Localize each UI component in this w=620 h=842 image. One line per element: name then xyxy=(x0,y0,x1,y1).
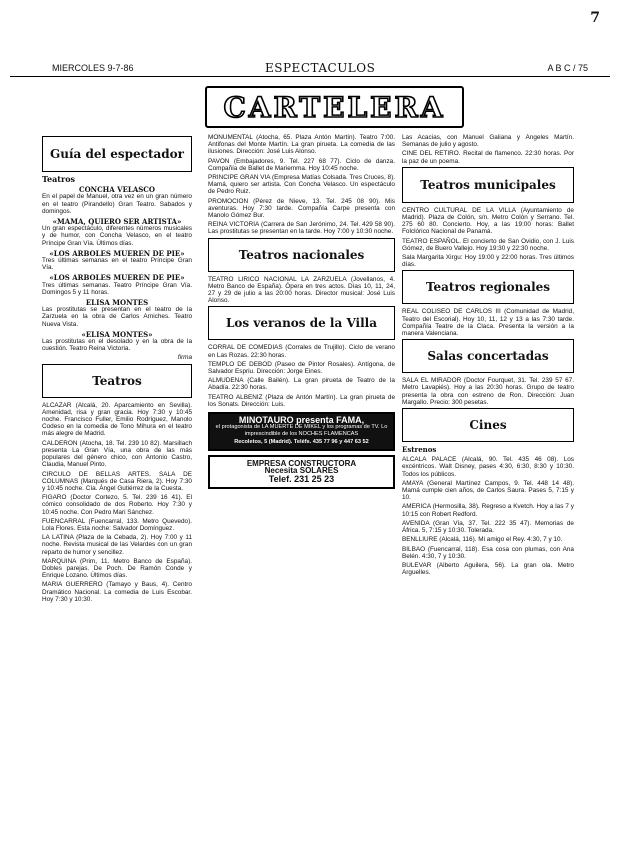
guide-item-text: Las prostitutas se presentan en el teatro de la Zarzuela en la obra de Carlos Arniches. Teatro Nueva Vista. xyxy=(42,306,192,328)
page-number: A B C / 75 xyxy=(547,63,588,73)
concertadas-title: Salas concertadas xyxy=(427,349,549,364)
guide-item-name: CONCHA VELASCO xyxy=(79,185,155,195)
listing-entry: MONUMENTAL (Atocha, 65. Plaza Antón Martín). Teatro 7:00. Antifonas del Monte Martín. La gran pirueta. La comedia de las ilusiones. Dirección: José Luis Alonso. xyxy=(208,134,395,156)
teatros-label: Teatros xyxy=(42,174,76,184)
cines-list xyxy=(402,456,574,576)
municipales-title: Teatros municipales xyxy=(420,177,556,192)
minotauro-ad-title: MINOTAURO presenta FAMA, xyxy=(238,415,365,426)
concertadas-list xyxy=(402,377,574,406)
cines-title: Cines xyxy=(469,418,507,433)
listing-entry: Las Acacias, con Manuel Galiana y Ángeles Martín. Semanas de julio y agosto. xyxy=(402,134,574,149)
listing-entry: PAVON (Embajadores, 9. Tel. 227 68 77). Ciclo de danza. Compañía de Ballet de Mariemma. Hoy 10:45 noche. xyxy=(208,157,395,172)
constructora-ad-phone: Telef. 231 25 23 xyxy=(268,474,335,485)
section-title: ESPECTACULOS xyxy=(265,61,376,75)
listing-entry: ALCALA PALACE (Alcalá, 90. Tel. 435 46 08). Los excéntricos. Walt Disney, pases 4:30, 6:30, 8:30 y 10:30. Todos los públicos. xyxy=(402,456,574,478)
listing-entry: TEATRO LIRICO NACIONAL LA ZARZUELA (Jovellanos, 4. Metro Banco de España). Ópera en tres actos. Días 10, 11, 24, 27 y 29 de julio a las 20:00 horas. Director musical: José Luis Alonso. xyxy=(208,275,395,305)
listing-entry: CALDERON (Atocha, 18. Tel. 239 10 82). Marsillach presenta La Gran Vía, una obra de las más populares del género chico, con Antonio Castro, Claudia, Manuel Pinto. xyxy=(42,439,192,469)
guide-item-name: «MAMA, QUIERO SER ARTISTA» xyxy=(52,217,182,227)
listing-entry: ALMUDENA (Calle Bailén). La gran pirueta de Teatro de la Abadía. 22:30 horas. xyxy=(208,377,395,392)
listing-entry: ALCAZAR (Alcalá, 20. Aparcamiento en Sevilla). Amenidad, risa y gran gracia. Hoy 7:30 y 10:45 noche. Francisco Fuller, Emilio Rodríguez, Manolo Codeso en la comedia de Tono Mihura en el teatro más alegre de Madrid. xyxy=(42,401,192,438)
guide-item-name: «ELISA MONTES» xyxy=(81,329,153,339)
veranos-box xyxy=(208,306,395,340)
listing-entry: TEMPLO DE DEBOD (Paseo de Pintor Rosales). Antígona, de Salvador Espriu. Dirección: Jorge Eines. xyxy=(208,360,395,376)
nacionales-list xyxy=(208,276,395,305)
guia-list xyxy=(42,186,192,361)
column-left xyxy=(42,134,192,834)
guia-title: Guía del espectador xyxy=(49,147,184,161)
guide-item-name: «LOS ARBOLES MUEREN DE PIE» xyxy=(49,248,185,258)
listing-entry: FUENCARRAL (Fuencarral, 133. Metro Quevedo). Lola Flores. Esta noche: Salvador Domínguez. xyxy=(42,517,192,532)
guia-box xyxy=(42,136,192,172)
guide-item-name: «LOS ARBOLES MUEREN DE PIE» xyxy=(49,273,185,283)
listing-entry: LA LATINA (Plaza de la Cebada, 2). Hoy 7:00 y 11 noche. Revista musical de las Velardes con un gran reparto de humor y sencillez. xyxy=(42,534,192,556)
listing-entry: PRINCIPE GRAN VIA (Empresa Matías Colsada. Tres Cruces, 8). Mamá, quiero ser artista. Con Concha Velasco. Un espectáculo de Pedro Ruiz. xyxy=(208,174,395,196)
minotauro-ad xyxy=(208,412,395,451)
listing-entry: CORRAL DE COMEDIAS (Corrales de Trujillo). Ciclo de verano en Las Rozas. 22:30 horas. xyxy=(208,344,395,359)
constructora-ad xyxy=(208,455,395,489)
cines-box xyxy=(402,408,574,442)
concertadas-box xyxy=(402,339,574,373)
listing-entry: Sala Margarita Xirgu: Hoy 19:00 y 22:00 horas. Tres últimos días. xyxy=(402,254,574,269)
guide-item-text: Tres últimas semanas en el teatro Príncipe Gran Vía. xyxy=(42,257,192,272)
municipales-list xyxy=(402,207,574,269)
guide-item-text: Tres últimas semanas. Teatro Príncipe Gran Vía. Domingos 5 y 11 horas. xyxy=(42,281,192,296)
listing-entry: MARIA GUERRERO (Tamayo y Baus, 4). Centro Dramático Nacional. La comedia de Luis Escobar. Hoy 7:30 y 10:30. xyxy=(42,581,192,603)
cartelera-banner xyxy=(205,86,464,128)
listing-entry: MARQUINA (Prim, 11. Metro Banco de España). Dobles parejas. De Poch. De Ramón Conde y Enrique Lozano. Últimos días. xyxy=(42,557,192,580)
teatros-list xyxy=(42,402,192,603)
constructora-ad-title: EMPRESA CONSTRUCTORA xyxy=(246,459,357,469)
listing-entry: CINE DEL RETIRO. Recital de flamenco. 22:30 horas. Por la paz de un poema. xyxy=(402,150,574,165)
guide-signature: firma xyxy=(177,354,192,362)
municipales-box xyxy=(402,167,574,203)
regionales-title: Teatros regionales xyxy=(425,280,551,295)
listing-entry: FIGARO (Doctor Cortezo, 5. Tel. 239 16 41). El cómico consolidado de dos Roberto. Hoy 7:30 y 10:45 noche. Con Pedro Mari Sánchez. xyxy=(42,494,192,516)
guide-item-text: Un gran espectáculo, diferentes números musicales y de humor, con Concha Velasco, en el teatro Príncipe Gran Vía. Últimos días. xyxy=(42,225,192,247)
page-corner-mark: 7 xyxy=(590,10,600,26)
nacionales-box xyxy=(208,238,395,272)
minotauro-ad-phone: Recoletos, 5 (Madrid). Teléfs. 435 77 96 y 447 63 52 xyxy=(234,439,369,446)
listing-entry: BILBAO (Fuencarral, 118). Esa cosa con plumas, con Ana Belén. 4:30, 7 y 10:30. xyxy=(402,545,574,560)
regionales-box xyxy=(402,270,574,304)
nacionales-title: Teatros nacionales xyxy=(238,247,365,262)
listing-entry: AMAYA (General Martínez Campos, 9. Tel. 448 14 48). Mamá cumple cien años, de Carlos Saura. Pases 5, 7:15 y 10. xyxy=(402,479,574,502)
constructora-ad-sub: Necesita SOLARES xyxy=(264,466,339,476)
issue-date: MIERCOLES 9-7-86 xyxy=(52,63,134,73)
listing-entry: BENLLIURE (Alcalá, 116). Mi amigo el Rey. 4:30, 7 y 10. xyxy=(402,536,563,544)
theatre-list xyxy=(208,134,395,236)
listing-entry: REINA VICTORIA (Carrera de San Jerónimo, 24. Tel. 429 58 90). Las prostitutas se presentan en la tarde. Hoy 7:00 y 10:30 noche. xyxy=(208,221,395,236)
listing-entry: BULEVAR (Alberto Aguilera, 56). La gran ola. Metro Arguelles. xyxy=(402,561,574,577)
listing-entry: CENTRO CULTURAL DE LA VILLA (Ayuntamiento de Madrid). Plaza de Colón, s/n. Metro Colón y Serrano. Tel. 275 60 80. Concierto. Hoy, a las 19:00 horas: Ballet Folclórico Nacional de Panamá. xyxy=(402,206,574,236)
column-middle xyxy=(208,134,395,834)
column-right xyxy=(402,134,574,834)
veranos-title: Los veranos de la Villa xyxy=(225,316,377,331)
guide-item-text: En el papel de Manuel, otra vez en un gran número en el teatro (Pirandello) Gran Teatro. Sabados y domingos. xyxy=(42,193,192,215)
listing-entry: PROMOCION (Pérez de Nieve, 13. Tel. 245 08 90). Mis aventuras. Hoy 7:30 tarde. Compañía Carpe presenta con Manolo Gómez Bur. xyxy=(208,197,395,220)
veranos-list xyxy=(208,344,395,408)
guide-item-name: ELISA MONTES xyxy=(85,298,149,308)
listing-entry: AVENIDA (Gran Vía, 37. Tel. 222 35 47). Memorias de África. 5, 7:15 y 10:30. Tolerada. xyxy=(402,519,574,535)
top-list xyxy=(402,134,574,165)
listing-entry: AMERICA (Hermosilla, 38). Regreso a Kvetch. Hoy a las 7 y 10:15 con Robert Redford. xyxy=(402,503,574,518)
cines-subtitle: Estrenos xyxy=(402,445,437,455)
minotauro-ad-text: el protagonista de LA MUERTE DE MIKEL y los programas de TV. Lo imprescindible de los NOCHES FLAMENCAS xyxy=(215,424,388,437)
teatros-title: Teatros xyxy=(92,373,142,388)
listing-entry: TEATRO ALBENIZ (Plaza de Antón Martín). La gran pirueta de los Sonats. Dirección: Luis. xyxy=(208,393,395,408)
cartelera-title: CARTELERA xyxy=(223,90,446,124)
listing-entry: REAL COLISEO DE CARLOS III (Comunidad de Madrid, Teatro del Escorial). Hoy 10, 11, 12 y 13 a las 7:30 tarde. Compañía Teatre de la Claca. Presenta la versión a la manera Valenciana. xyxy=(402,308,574,338)
listing-entry: CIRCULO DE BELLAS ARTES. SALA DE COLUMNAS (Marqués de Casa Riera, 2). Hoy 7:30 y 10:45 noche. Cía. Ángel Gutiérrez de la Cuesta. xyxy=(42,470,192,492)
listing-entry: TEATRO ESPAÑOL. El concierto de San Ovidio, con J. Luis Gómez, de Buero Vallejo. Hoy 19:30 y 22:30 noche. xyxy=(402,237,574,252)
teatros-box xyxy=(42,364,192,398)
listing-entry: SALA EL MIRADOR (Doctor Fourquet, 31. Tel. 239 57 67. Metro Lavapiés). Hoy a las 20:30 horas. Grupo de teatro presenta la obra con estreno de Ron. Dirección: Juan Margallo. Precio: 300 pesetas. xyxy=(402,377,574,406)
guide-item-text: Las prostitutas en el desolado y en la obra de la cuestión. Teatro Reina Victoria. xyxy=(42,338,192,353)
regionales-list xyxy=(402,308,574,337)
page-header xyxy=(10,62,610,77)
